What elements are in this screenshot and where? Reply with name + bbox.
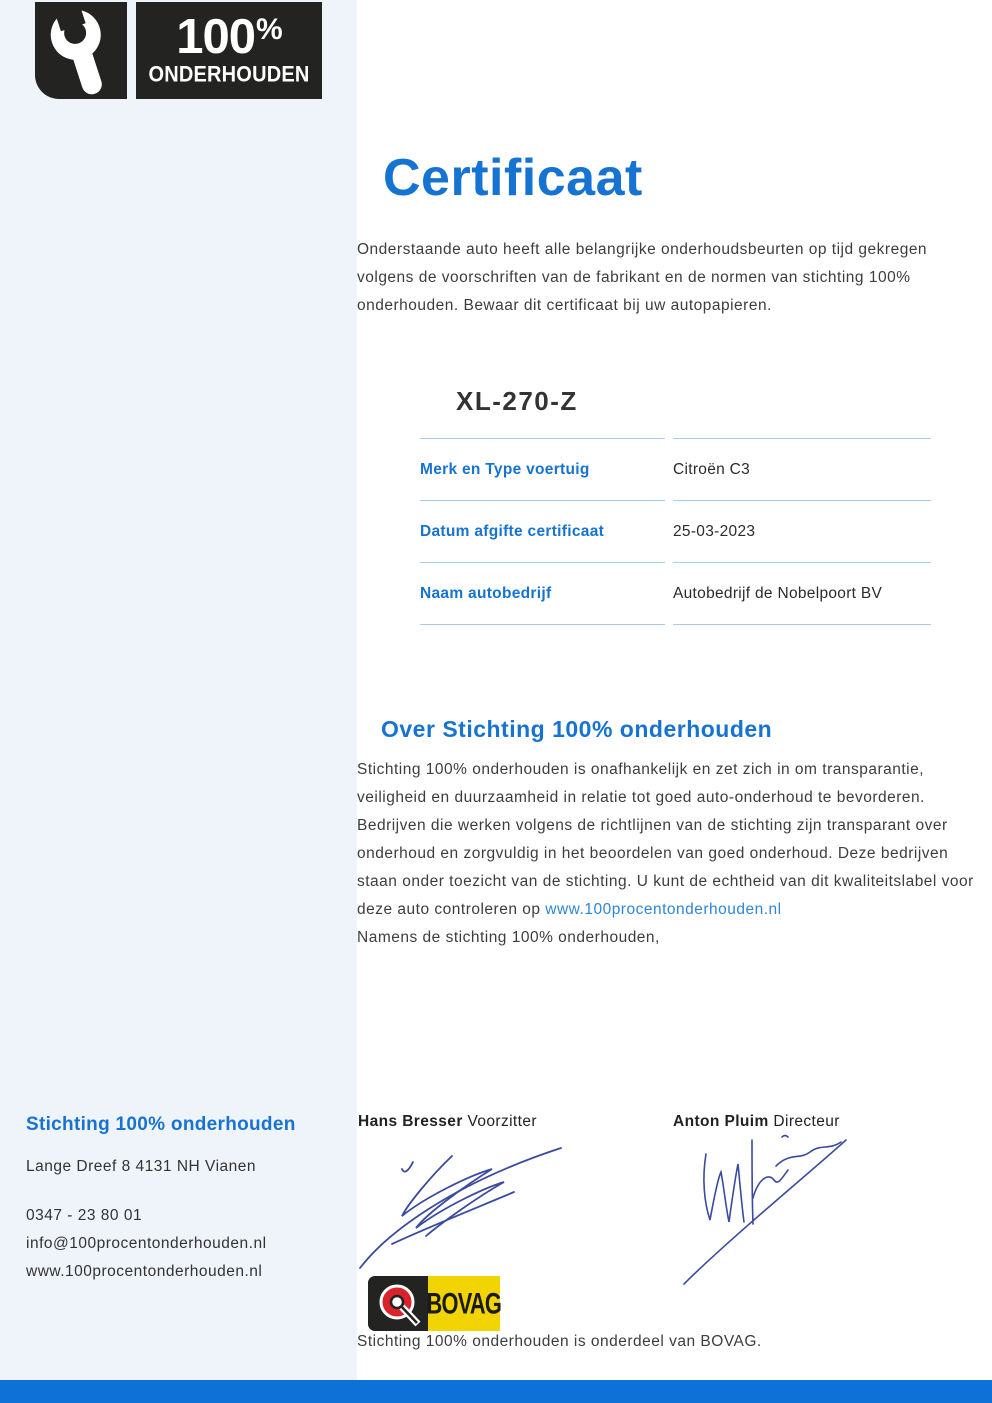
signer-name: Hans Bresser: [358, 1113, 463, 1130]
verification-link[interactable]: www.100procentonderhouden.nl: [545, 901, 782, 918]
bovag-label: BOVAG: [426, 1286, 502, 1320]
detail-value: 25-03-2023: [673, 501, 931, 563]
detail-value: Autobedrijf de Nobelpoort BV: [673, 563, 931, 625]
handwritten-signature-voorzitter: [356, 1132, 571, 1272]
bovag-wordmark: [428, 1276, 500, 1331]
detail-label: Merk en Type voertuig: [420, 438, 665, 501]
logo-percent-sign: %: [256, 13, 282, 47]
license-plate: XL-270-Z: [456, 386, 578, 416]
bovag-dial-icon: [368, 1276, 428, 1331]
bovag-note: Stichting 100% onderhouden is onderdeel van BOVAG.: [357, 1333, 762, 1350]
signer-role: Directeur: [768, 1113, 840, 1130]
detail-label: Datum afgifte certificaat: [420, 501, 665, 563]
organization-email[interactable]: info@100procentonderhouden.nl: [26, 1235, 267, 1252]
about-text: Stichting 100% onderhouden is onafhankelijk en zet zich in om transparantie, veiligheid en duurzaamheid in relatie tot goed auto-onderhoud te bevorderen. Bedrijven die werken volgens de richtlijnen van de stichting zijn transparant over onderhoud en zorgvuldig in het beoordelen van goed onderhoud. Deze bedrijven staan onder toezicht van de stichting. U kunt de echtheid van dit kwaliteitslabel voor deze auto controleren op: [357, 761, 974, 918]
signer-name: Anton Pluim: [673, 1113, 769, 1130]
organization-website[interactable]: www.100procentonderhouden.nl: [26, 1263, 263, 1280]
about-paragraph: [357, 756, 989, 952]
organization-contact-block: [26, 1114, 336, 1281]
page-title: Certificaat: [383, 149, 643, 207]
about-section-heading: Over Stichting 100% onderhouden: [381, 716, 773, 742]
detail-value: Citroën C3: [673, 438, 931, 501]
wrench-icon: [35, 2, 127, 99]
organization-address: Lange Dreef 8 4131 NH Vianen: [26, 1158, 257, 1175]
logo-subtitle: ONDERHOUDEN: [148, 62, 310, 88]
about-closing-line: Namens de stichting 100% onderhouden,: [357, 929, 660, 946]
logo-number: 100: [176, 10, 256, 65]
intro-paragraph: Onderstaande auto heeft alle belangrijke onderhoudsbeurten op tijd gekregen volgens de voorschriften van de fabrikant en de normen van stichting 100% onderhouden. Bewaar dit certificaat bij uw autopapieren.: [357, 241, 928, 314]
brand-logo: [35, 2, 322, 99]
signature-label-voorzitter: [358, 1113, 537, 1131]
footer-accent-bar: [0, 1380, 992, 1403]
logo-wordmark: [136, 2, 322, 99]
signer-role: Voorzitter: [462, 1113, 537, 1130]
handwritten-signature-directeur: [678, 1128, 893, 1288]
organization-phone: 0347 - 23 80 01: [26, 1207, 143, 1224]
logo-percent-text: [176, 10, 282, 65]
organization-name: Stichting 100% onderhouden: [26, 1114, 296, 1135]
bovag-logo: [368, 1276, 500, 1331]
certificate-details-table: [420, 438, 931, 625]
detail-label: Naam autobedrijf: [420, 563, 665, 625]
